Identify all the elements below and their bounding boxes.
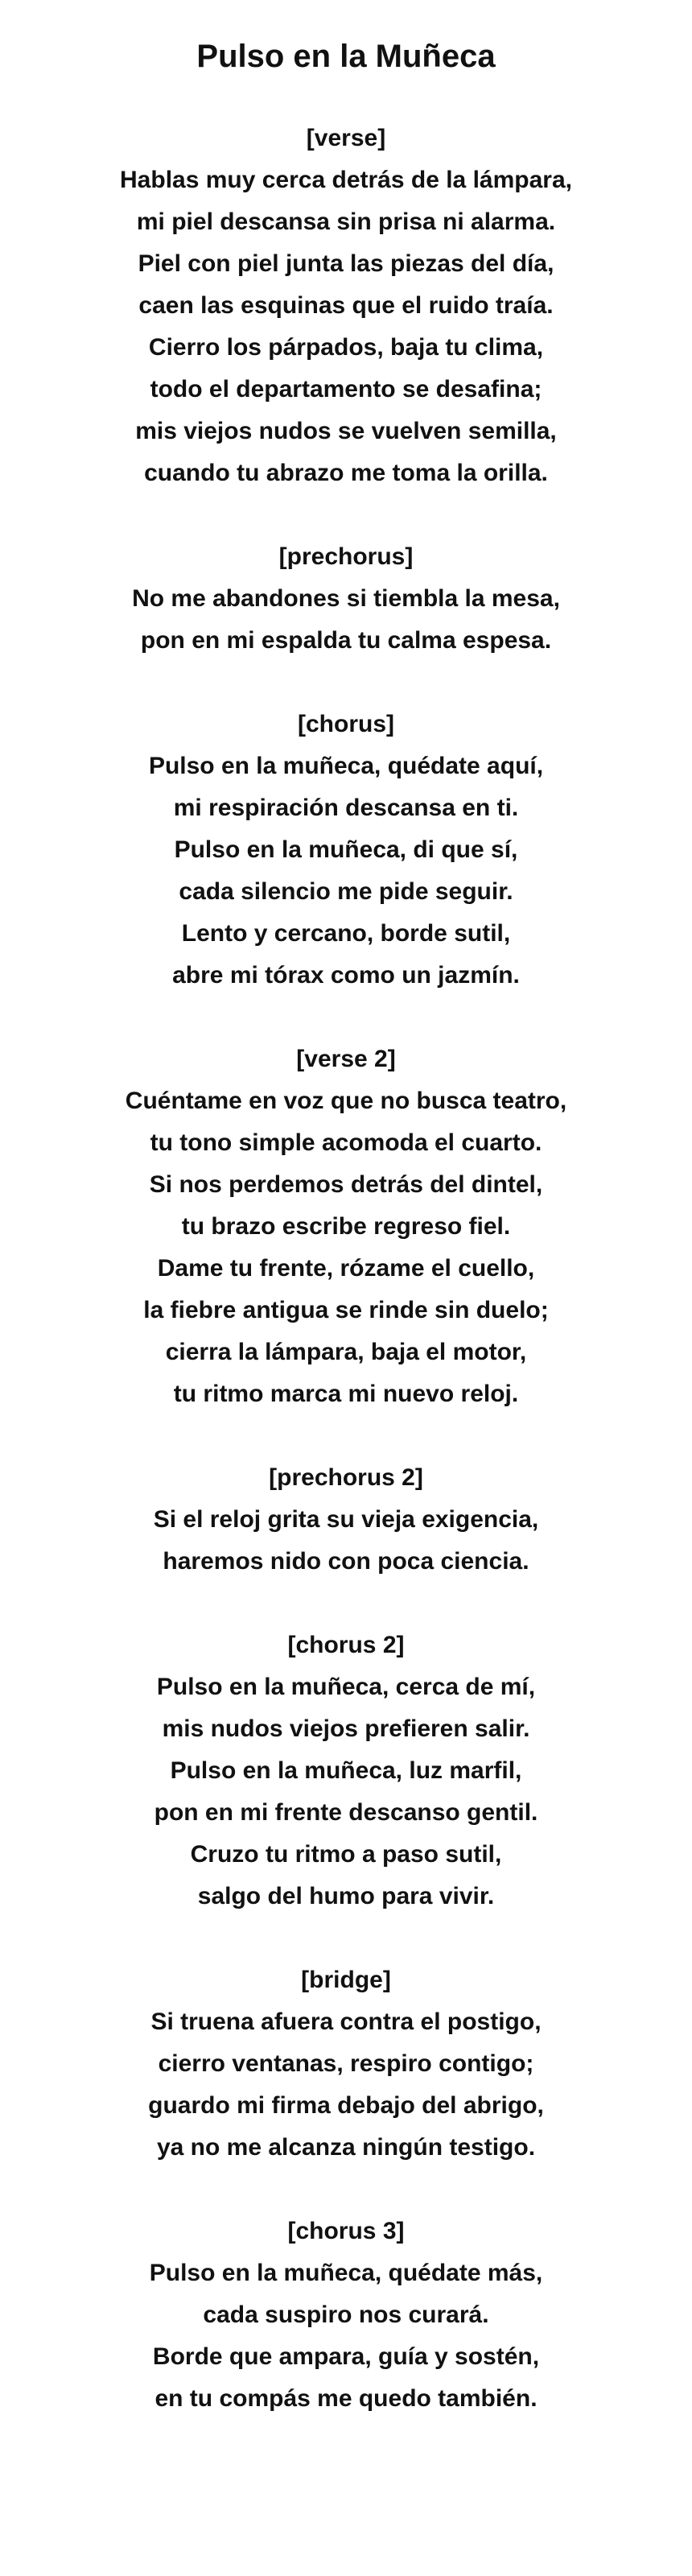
lyric-line: mis nudos viejos prefieren salir. <box>162 1715 530 1742</box>
section-label: [prechorus] <box>278 543 414 570</box>
lyric-line: la fiebre antigua se rinde sin duelo; <box>143 1297 549 1323</box>
section-label: [verse 2] <box>296 1046 396 1072</box>
lyric-line: abre mi tórax como un jazmín. <box>172 962 520 989</box>
lyric-line: Cuéntame en voz que no busca teatro, <box>125 1088 567 1114</box>
lyric-line: No me abandones si tiembla la mesa, <box>132 585 560 612</box>
lyric-line: cada suspiro nos curará. <box>203 2301 489 2328</box>
lyrics-section <box>0 118 692 494</box>
lyrics-section <box>0 704 692 997</box>
lyric-line: mi piel descansa sin prisa ni alarma. <box>136 208 556 235</box>
lyric-line: tu brazo escribe regreso fiel. <box>181 1213 511 1240</box>
lyric-line: Si truena afuera contra el postigo, <box>150 2008 542 2035</box>
lyric-line: Si el reloj grita su vieja exigencia, <box>153 1506 539 1533</box>
lyric-line: Pulso en la muñeca, quédate más, <box>149 2260 543 2286</box>
lyric-line: haremos nido con poca ciencia. <box>163 1548 529 1575</box>
lyric-line: Pulso en la muñeca, luz marfil, <box>170 1757 522 1784</box>
lyric-line: mis viejos nudos se vuelven semilla, <box>135 418 557 444</box>
lyric-line: guardo mi firma debajo del abrigo, <box>148 2092 544 2119</box>
lyric-line: caen las esquinas que el ruido traía. <box>138 292 554 319</box>
lyric-line: pon en mi frente descanso gentil. <box>154 1799 538 1826</box>
lyric-line: Si nos perdemos detrás del dintel, <box>149 1171 543 1198</box>
lyric-line: en tu compás me quedo también. <box>154 2385 538 2412</box>
lyric-line: todo el departamento se desafina; <box>150 376 542 402</box>
lyric-line: tu tono simple acomoda el cuarto. <box>150 1129 542 1156</box>
lyrics-section <box>0 1624 692 1918</box>
lyric-line: cuando tu abrazo me toma la orilla. <box>144 460 548 486</box>
song-title: Pulso en la Muñeca <box>196 39 496 74</box>
lyric-line: Hablas muy cerca detrás de la lámpara, <box>120 167 572 193</box>
lyrics-body <box>0 118 692 2420</box>
lyrics-section <box>0 536 692 662</box>
lyric-line: Cruzo tu ritmo a paso sutil, <box>190 1841 502 1868</box>
lyric-line: mi respiración descansa en ti. <box>173 795 519 821</box>
lyrics-section <box>0 1457 692 1583</box>
lyric-line: Pulso en la muñeca, di que sí, <box>174 836 518 863</box>
lyric-line: salgo del humo para vivir. <box>197 1883 495 1909</box>
lyrics-section <box>0 2211 692 2420</box>
lyric-line: cierro ventanas, respiro contigo; <box>158 2050 534 2077</box>
lyric-line: tu ritmo marca mi nuevo reloj. <box>173 1381 519 1407</box>
section-label: [verse] <box>306 125 386 151</box>
lyric-line: Piel con piel junta las piezas del día, <box>138 250 554 277</box>
section-label: [chorus 2] <box>287 1632 405 1658</box>
section-label: [prechorus 2] <box>269 1464 423 1491</box>
lyrics-section <box>0 1038 692 1415</box>
lyrics-section <box>0 1959 692 2169</box>
section-label: [bridge] <box>301 1967 391 1993</box>
lyric-line: cierra la lámpara, baja el motor, <box>165 1339 527 1365</box>
lyric-line: cada silencio me pide seguir. <box>179 878 513 905</box>
lyric-line: Dame tu frente, rózame el cuello, <box>157 1255 535 1282</box>
lyric-line: pon en mi espalda tu calma espesa. <box>140 627 552 654</box>
lyric-line: ya no me alcanza ningún testigo. <box>156 2134 536 2161</box>
section-label: [chorus 3] <box>287 2218 405 2244</box>
lyric-line: Borde que ampara, guía y sostén, <box>152 2343 540 2370</box>
section-label: [chorus] <box>298 711 394 737</box>
lyric-line: Pulso en la muñeca, cerca de mí, <box>156 1674 536 1700</box>
lyric-line: Lento y cercano, borde sutil, <box>181 920 511 947</box>
lyric-line: Cierro los párpados, baja tu clima, <box>148 334 544 361</box>
lyric-line: Pulso en la muñeca, quédate aquí, <box>148 753 544 779</box>
